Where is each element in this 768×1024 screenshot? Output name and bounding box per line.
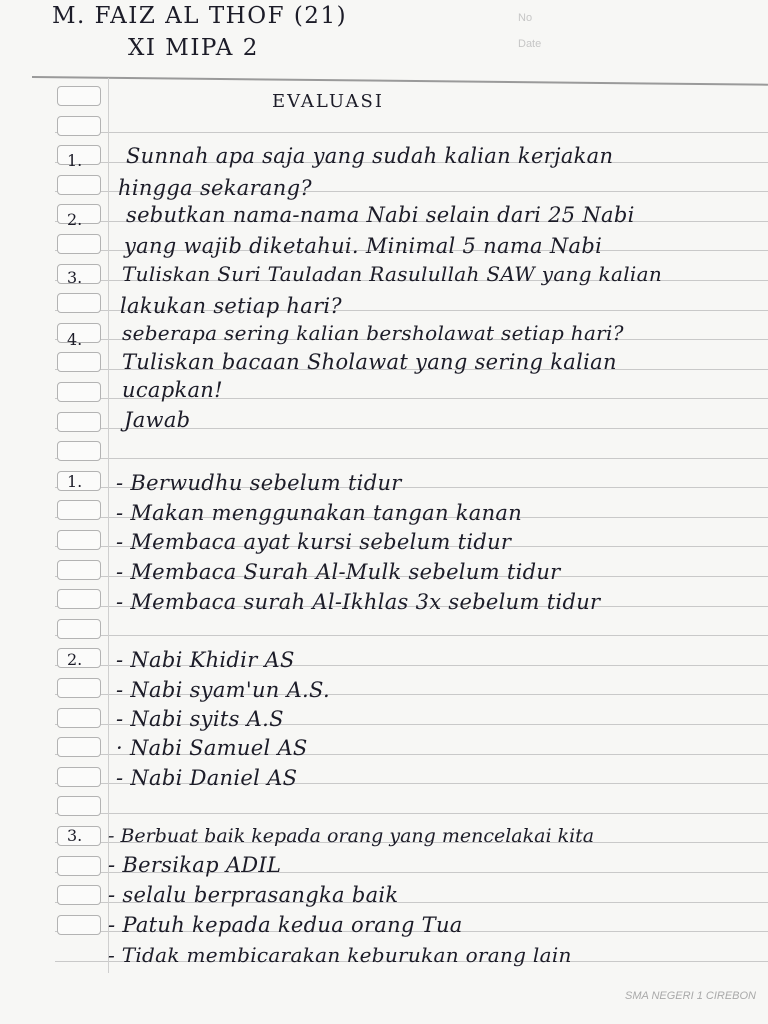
- question-number-1: 1.: [67, 151, 83, 170]
- margin-box: [57, 737, 101, 757]
- ruled-line: [55, 635, 768, 636]
- ruled-line: [55, 132, 768, 133]
- margin-box: [57, 412, 101, 432]
- answer-1-item-1: - Berwudhu sebelum tidur: [116, 471, 402, 495]
- margin-box: [57, 915, 101, 935]
- margin-box: [57, 619, 101, 639]
- margin-box: [57, 678, 101, 698]
- student-name: M. FAIZ AL THOF (21): [52, 3, 348, 29]
- margin-box: [57, 175, 101, 195]
- margin-box: [57, 589, 101, 609]
- answer-number-2: 2.: [67, 650, 83, 669]
- margin-box: [57, 885, 101, 905]
- question-number-4: 4.: [67, 330, 83, 349]
- answer-1-item-4: - Membaca Surah Al-Mulk sebelum tidur: [116, 560, 561, 584]
- answer-3-item-3: - selalu berprasangka baik: [108, 883, 399, 907]
- question-4-line-1: seberapa sering kalian bersholawat setiap hari?: [122, 321, 624, 345]
- date-label: Date: [518, 38, 542, 50]
- answer-2-item-2: - Nabi syam'un A.S.: [116, 678, 330, 702]
- margin-box: [57, 500, 101, 520]
- margin-box: [57, 796, 101, 816]
- margin-box: [57, 767, 101, 787]
- question-number-2: 2.: [67, 210, 83, 229]
- answer-2-item-4: · Nabi Samuel AS: [116, 736, 308, 760]
- answer-3-item-5: - Tidak membicarakan keburukan orang lain: [108, 943, 572, 967]
- ruled-line: [55, 458, 768, 459]
- margin-box: [57, 560, 101, 580]
- question-2-line-2: yang wajib diketahui. Minimal 5 nama Nabi: [124, 234, 603, 258]
- margin-box: [57, 382, 101, 402]
- question-4-line-3: ucapkan!: [122, 378, 223, 402]
- page-footer: SMA NEGERI 1 CIREBON: [624, 990, 756, 1002]
- margin-box: [57, 116, 101, 136]
- answer-3-item-4: - Patuh kepada kedua orang Tua: [108, 913, 463, 937]
- margin-box: [57, 293, 101, 313]
- question-1-line-1: Sunnah apa saja yang sudah kalian kerjakan: [126, 144, 614, 168]
- question-4-line-2: Tuliskan bacaan Sholawat yang sering kalian: [122, 350, 617, 374]
- answer-3-item-1: - Berbuat baik kepada orang yang mencelakai kita: [108, 825, 595, 847]
- margin-box: [57, 352, 101, 372]
- question-1-line-2: hingga sekarang?: [118, 176, 312, 200]
- answer-heading: Jawab: [124, 408, 191, 432]
- question-3-line-1: Tuliskan Suri Tauladan Rasulullah SAW yang kalian: [122, 262, 663, 286]
- answer-2-item-1: - Nabi Khidir AS: [116, 648, 295, 672]
- answer-2-item-5: - Nabi Daniel AS: [116, 766, 298, 790]
- margin-box: [57, 856, 101, 876]
- margin-box: [57, 530, 101, 550]
- student-class: XI MIPA 2: [128, 35, 259, 61]
- answer-number-1: 1.: [67, 472, 83, 491]
- answer-1-item-2: - Makan menggunakan tangan kanan: [116, 501, 523, 525]
- margin-box: [57, 441, 101, 461]
- margin-box: [57, 86, 101, 106]
- margin-box: [57, 708, 101, 728]
- no-label: No: [518, 12, 533, 24]
- page-title: EVALUASI: [272, 91, 384, 112]
- answer-2-item-3: - Nabi syits A.S: [116, 707, 284, 731]
- question-3-line-2: lakukan setiap hari?: [120, 294, 342, 318]
- question-2-line-1: sebutkan nama-nama Nabi selain dari 25 Nabi: [126, 203, 635, 227]
- top-margin-line: [32, 76, 768, 86]
- answer-1-item-5: - Membaca surah Al-Ikhlas 3x sebelum tidur: [116, 590, 601, 614]
- question-number-3: 3.: [67, 268, 83, 287]
- ruled-line: [55, 813, 768, 814]
- answer-1-item-3: - Membaca ayat kursi sebelum tidur: [116, 530, 512, 554]
- margin-box: [57, 234, 101, 254]
- answer-3-item-2: - Bersikap ADIL: [108, 853, 282, 877]
- answer-number-3: 3.: [67, 826, 83, 845]
